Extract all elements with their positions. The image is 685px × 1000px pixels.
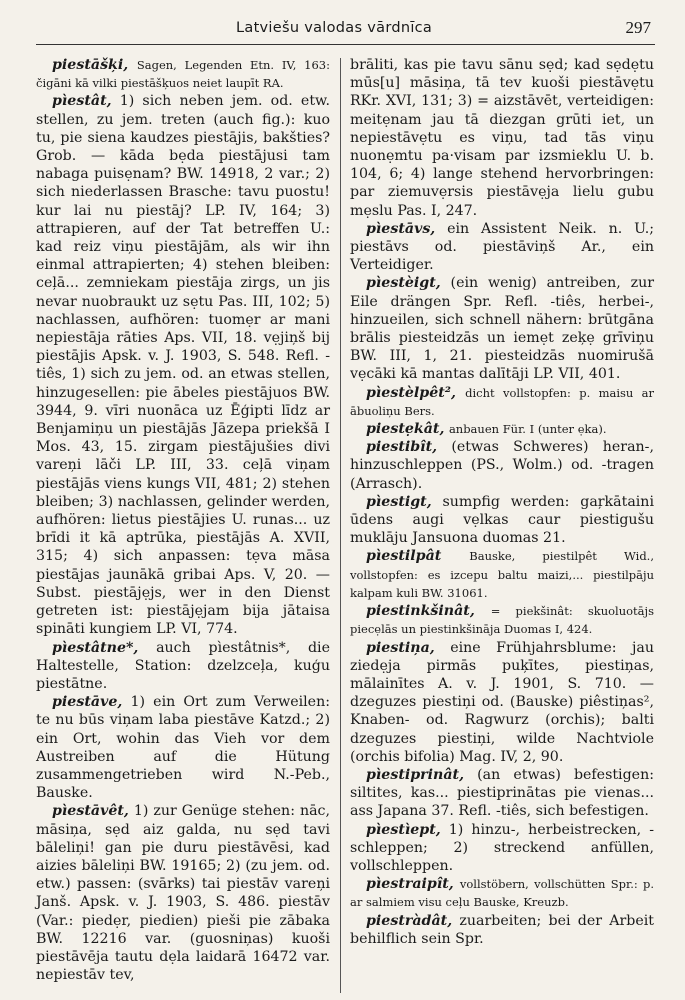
entry-text: dicht vollstopfen: p. maisu ar ābuoliņu Bers. (350, 385, 654, 418)
dictionary-entry (350, 274, 654, 383)
page-number: 297 (625, 18, 651, 37)
entry-text: sumpfig werden: gaŗkātaini ūdens augi vẹlkas caur piestigušu muklāju Jansuona duomas 21. (350, 493, 654, 547)
entry-text: (an etwas) befestigen: siltites, kas... piestiprinātas pie vienas... ass Japana 37. Refl. -tiês, sich befestigen. (350, 766, 654, 820)
dictionary-entry (350, 438, 654, 493)
entry-headword: pìestāvêt, (52, 803, 129, 820)
entry-headword: pìestìept, (366, 821, 441, 838)
dictionary-entry (350, 766, 654, 821)
entry-text: auch pìestâtnis*, die Haltestelle, Station: dzelzceļa, kuģu piestātne. (36, 639, 330, 692)
right-column (350, 56, 654, 990)
dictionary-entry (36, 92, 330, 638)
dictionary-entry (350, 602, 654, 638)
dictionary-entry (350, 220, 654, 275)
entry-headword: piestiņa, (366, 639, 435, 656)
dictionary-entry (36, 802, 330, 984)
entry-headword: pìestèigt, (366, 275, 441, 292)
dictionary-entry (350, 384, 654, 420)
entry-headword: pìestiprinât, (366, 766, 465, 783)
entry-text: eine Frühjahrsblume: jau ziedẹja pirmās puķītes, piestiņas, mālainītes A. v. J. 1901, S. 710. — dzeguzes piestiņi od. (Bauske) piêstiņas², Knaben- od. Ragwurz (orchis); balti dzeguzes piestiņi, wilde Nachtviole (orchis bifolia) Mag. IV, 2, 90. (350, 639, 655, 765)
entry-headword: pìestāvs, (366, 220, 436, 237)
entry-text: ein Assistent Neik. n. U.; piestāvs od. piestāviņš Ar., ein Verteidiger. (350, 220, 655, 274)
entry-headword: piestibît, (366, 439, 438, 456)
entry-text: (etwas Schweres) heran-, hinzuschleppen (PS., Wolm.) od. -tragen (Arrasch). (350, 439, 654, 492)
entry-headword: pìestraipît, (366, 876, 454, 893)
entry-headword: piestinkšinât, (366, 603, 475, 620)
dictionary-entry (350, 639, 654, 766)
column-divider (340, 58, 341, 993)
dictionary-entry (350, 912, 654, 948)
dictionary-entry (350, 493, 654, 548)
entry-headword: piestẹkât, (366, 421, 445, 438)
dictionary-entry (36, 639, 330, 694)
left-column (36, 56, 330, 990)
dictionary-entry (350, 547, 654, 602)
dictionary-entry (350, 875, 654, 911)
entry-text: brāliti, kas pie tavu sānu sẹd; kad sẹdẹtu mūs[u] māsiņa, tā tev kuoši piestāvẹtu RKr. XVI, 131; 3) = aizstāvēt, verteidigen: meitẹnam jau tā diezgan grūti iet, un nepiestāvẹtu es viņu, tad tās viņu nuonẹmtu pa·visam par izsmieklu U. b. 104, 6; 4) lange stehend hervorbringen: par ziemuvẹrsis piestāvẹja lielu gubu mẹslu Pas. I, 247. (350, 57, 654, 219)
entry-text: vollstöbern, vollschütten Spr.: p. ar salmiem visu ceļu Bauske, Kreuzb. (350, 877, 655, 910)
page-header (36, 18, 655, 45)
entry-headword: piestāve, (52, 694, 123, 711)
entry-continuation (350, 56, 654, 220)
entry-headword: piestāšķi, (52, 57, 129, 73)
dictionary-entry (36, 56, 330, 92)
entry-headword: pìestât, (52, 93, 112, 110)
dictionary-entry (350, 821, 654, 876)
entry-text: Bauske, piestilpêt Wid., vollstopfen: es izcepu baltu maizi,... piestilpāju kalpam kuli BW. 31061. (350, 549, 654, 600)
entry-headword: pìestigt, (366, 493, 432, 510)
dictionary-entry (36, 693, 330, 802)
entry-text: 1) hinzu-, herbeistrecken, -schleppen; 2) streckend anfüllen, vollschleppen. (350, 821, 654, 874)
entry-text: (ein wenig) antreiben, zur Eile drängen Spr. Refl. -tiês, herbei-, hinzueilen, sich schnell nähern: brūtgāna brālis piesteidzās un iemẹt zeķẹ grīviņu BW. III, 1, 21. piesteidzās nuomirušā vẹcāki kā mantas dalītāji LP. VII, 401. (350, 275, 654, 383)
running-title: Latviešu valodas vārdnīca (236, 20, 433, 36)
entry-text: Sagen, Legenden Etn. IV, 163: čigāni kā vilki piestāšķuos neiet laupīt RA. (36, 58, 330, 91)
entry-headword: piestràdât, (366, 912, 453, 929)
entry-text: anbauen Für. I (unter ẹka). (448, 422, 607, 437)
dictionary-entry (350, 420, 654, 438)
entry-text: = piekšinât: skuoluotājs piecẹlās un piestinkšināja Duomas I, 424. (350, 604, 654, 637)
entry-headword: pìestâtne*, (52, 639, 139, 656)
entry-headword: pìestilpât (366, 548, 442, 565)
entry-text: 1) zur Genüge stehen: nāc, māsiņa, sẹd aiz galda, nu sẹd tavi bāleliņi! gan pie duru piestāvēsi, kad aizies bāleliņi BW. 19165; 2) (zu jem. od. etw.) passen: (svārks) tai piestāv vareņi Janš. Apsk. v. J. 1903, S. 486. piestāv (Var.: piedẹr, piedien) pieši pie zābaka BW. 12216 var. (guosniņas) kuoši piestāvēja tautu dẹla laidarā 16472 var. nepiestāv tev, (36, 803, 330, 984)
entry-text: 1) ein Ort zum Verweilen: te nu būs viņam laba piestāve Katzd.; 2) ein Ort, wohin das Vieh vor dem Austreiben auf die Hütung zusammengetrieben wird N.-Peb., Bauske. (36, 694, 330, 802)
entry-headword: pìestèlpêt², (366, 384, 456, 401)
entry-text: zuarbeiten; bei der Arbeit behilflich sein Spr. (350, 912, 654, 947)
entry-text: 1) sich neben jem. od. etw. stellen, zu jem. treten (auch fig.): kuo tu, pie siena kaudzes piestājis, bakšties? Grob. — kāda bẹda piestājusi tam nabaga puisẹnam? BW. 14918, 2 var.; 2) sich niederlassen Brasche: tavu puostu! kur lai nu piestāj? LP. IV, 164; 3) attrapieren, auf der Tat betreffen U.: kad reiz viņu piestājām, als wir ihn einmal attrapierten; 4) stehen bleiben: ceļā... zemniekam piestāja zirgs, un jis nevar nuobraukt uz sẹtu Pas. III, 102; 5) nachlassen, aufhören: tuomẹr ar mani nepiestāja rāties Aps. VII, 18. vẹjiņš bij piestājis Apsk. v. J. 1903, S. 548. Refl. -tiês, 1) sich zu jem. od. an etwas stellen, hinzugesellen: pie ābeles piestājuos BW. 3944, 9. vīri nuonāca uz Ēģipti līdz ar Benjamiņu un piestājās Jāzepa priekšā I Mos. 43, 15. zirgam piestājušies divi vareņi lāči LP. III, 33. ceļā viņam piestājās viens kungs VII, 481; 2) stehen bleiben; 3) nachlassen, gelinder werden, aufhören: lietus piestājies U. runas... uz brīdi it kā aptrūka, piestājās A. XVII, 315; 4) sich anpassen: tẹva māsa piestājas jaunākā gribai Aps. V, 20. — Subst. piestājẹjs, wer in den Dienst getreten ist: piestājẹjam bija jātaisa spināti kungiem LP. VI, 774. (36, 93, 330, 638)
